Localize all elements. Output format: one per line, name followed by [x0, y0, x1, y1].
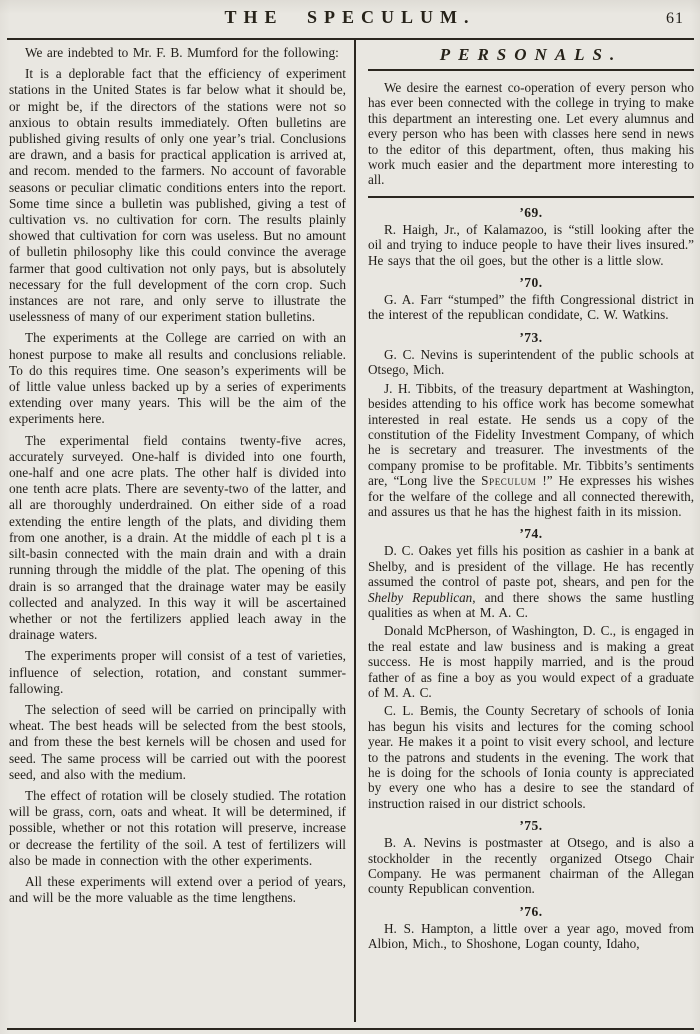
personal-entry: G. A. Farr “stumped” the fifth Congressional district in the interest of the republican condidate, C. W. Watkins.	[368, 292, 694, 323]
personal-entry: C. L. Bemis, the County Secretary of schools of Ionia has begun his visits and lectures for the coming school year. He makes it a point to visit every school, and lecture to the patrons and students in the evening. The work that he is doing for the schools of Ionia county is appreciated by every one who has a desire to see the standard of instruction raised in our district schools.	[368, 703, 694, 811]
bottom-rule	[7, 1028, 694, 1030]
article-paragraph: The effect of rotation will be closely studied. The rotation will be grass, corn, oats and wheat. It will be determined, if possible, whether or not this rotation will preserve, increase or decrease the fertility of the soil. A test of fertilizers will also be made in connection with the other experiments.	[9, 787, 346, 868]
right-column	[368, 42, 694, 955]
class-year-heading: ’69.	[519, 204, 543, 220]
newspaper-name-italic: Shelby Republican	[368, 589, 473, 605]
personals-divider-rule	[368, 196, 694, 198]
article-paragraph: It is a deplorable fact that the efficiency of experiment stations in the United States is far below what it should be, or might be, if the directors of the stations were not so anxious to obtain results immediately. Often bulletins are published giving results of only one year’s trial. Conclusions are drawn, and a basis for practical application is arrived at, and recom. mended to the farmers. No account of favorable seasons or peculiar climatic conditions enters into the report. Some time since a bulletin was published, giving a test of cultivation vs. no cultivation for corn. The results plainly showed that cultivation for corn was useless. But no amount of bulletin philosophy like this could convince the average farmer that good cultivation not only pays, but is absolutely necessary for the full development of the corn crop. Such instances are not rare, and only serve to illustrate the uselessness of many of our experiment station bulletins.	[9, 66, 346, 325]
left-column	[9, 45, 346, 911]
article-paragraph: The selection of seed will be carried on principally with wheat. The best heads will be selected from the best stools, and from these the best kernels will be chosen and used for seed. The same process will be carried out with the poorest seed, and also with the medium.	[9, 701, 346, 782]
article-paragraph: The experiments at the College are carried on with an honest purpose to make all results and conclusions reliable. To do this requires time. One season’s experiments will be of little value unless backed up by a series of experiments extending over many years. This will be the aim of the experiments here.	[9, 330, 346, 427]
masthead	[0, 7, 700, 28]
personal-entry: G. C. Nevins is superintendent of the public schools at Otsego, Mich.	[368, 346, 694, 378]
article-paragraph: The experiments proper will consist of a test of varieties, influence of selection, rotation, and constant summer-fallowing.	[9, 648, 346, 696]
entry-text: , and there shows the same hustling qualities as when at M. A. C.	[368, 589, 694, 620]
column-divider	[354, 40, 356, 1022]
article-paragraph: All these experiments will extend over a period of years, and will be the more valuable as the time lengthens.	[9, 873, 346, 906]
personal-entry	[368, 381, 694, 520]
personal-entry: H. S. Hampton, a little over a year ago, moved from Albion, Mich., to Shoshone, Logan county, Idaho,	[368, 920, 694, 952]
class-year-heading: ’76.	[519, 903, 543, 919]
class-year-heading: ’75.	[519, 818, 543, 834]
class-year-heading: ’74.	[519, 526, 543, 542]
masthead-title: THE SPECULUM.	[224, 7, 476, 27]
personals-heading: PERSONALS.	[439, 45, 623, 64]
personal-entry: B. A. Nevins is postmaster at Otsego, and is also a stockholder in the recently organized Otsego Chair Company. He was permanent chairman of the Allegan county Republican convention.	[368, 835, 694, 897]
entry-text: !” He expresses his wishes for the welfare of the college and all connected therewith, and assures us that he has the highest faith in its mission.	[368, 473, 694, 519]
entry-text: J. H. Tibbits, of the treasury department at Washington, besides attending to his office work has become somewhat interested in real estate. He sends us a copy of the constitution of the Fidelity Investment Company, of which he is secretary and treasurer. The investments of the company promise to be profitable. Mr. Tibbits’s sentiments are, “Long live the	[368, 380, 694, 489]
personals-intro: We desire the earnest co-operation of every person who has ever been connected with the college in trying to make this department an interesting one. Let every alumnus and every person who has been with classes here send in news to the editor of this department, often, thus making his work much easier and the department more interesting to all.	[368, 80, 694, 188]
article-paragraph: The experimental field contains twenty-five acres, accurately surveyed. One-half is divided into one fourth, one-half and one acre plats. The other half is divided into one tenth acre plats. There are seventy-two of the latter, and all are thoroughly underdrained. On either side of a road extending the entire length of the plats, and dividing them from one another, is a drain. At the middle of each pl t is a silt-basin connected with the main drain and with a drain running through the middle of the plat. The opening of this drain is so arranged that the drainage water may be easily collected and analyzed. In this way it will be ascertained whether or not the fertilizers applied leach away in the drainage waters.	[9, 432, 346, 643]
class-year-heading: ’73.	[519, 329, 543, 345]
class-year-heading: ’70.	[519, 275, 543, 291]
entry-text: D. C. Oakes yet fills his position as cashier in a bank at Shelby, and is president of the village. He has recently assumed the control of paste pot, shears, and pen for the	[368, 543, 694, 590]
personals-heading-rule	[368, 69, 694, 71]
personal-entry: Donald McPherson, of Washington, D. C., is engaged in the real estate and law business and is making a great success. He is most happily married, and is the proud father of as fine a boy as you would expect of a graduate of M. A. C.	[368, 623, 694, 700]
intro-note: We are indebted to Mr. F. B. Mumford for the following:	[25, 45, 339, 60]
personal-entry	[368, 543, 694, 620]
journal-name-smallcaps: Speculum	[481, 473, 537, 489]
personal-entry: R. Haigh, Jr., of Kalamazoo, is “still looking after the oil and trying to induce people to have their lives insured.” He says that the oil goes, but the other is a little slow.	[368, 221, 694, 268]
header-rule	[7, 38, 694, 40]
page-number: 61	[666, 10, 684, 27]
